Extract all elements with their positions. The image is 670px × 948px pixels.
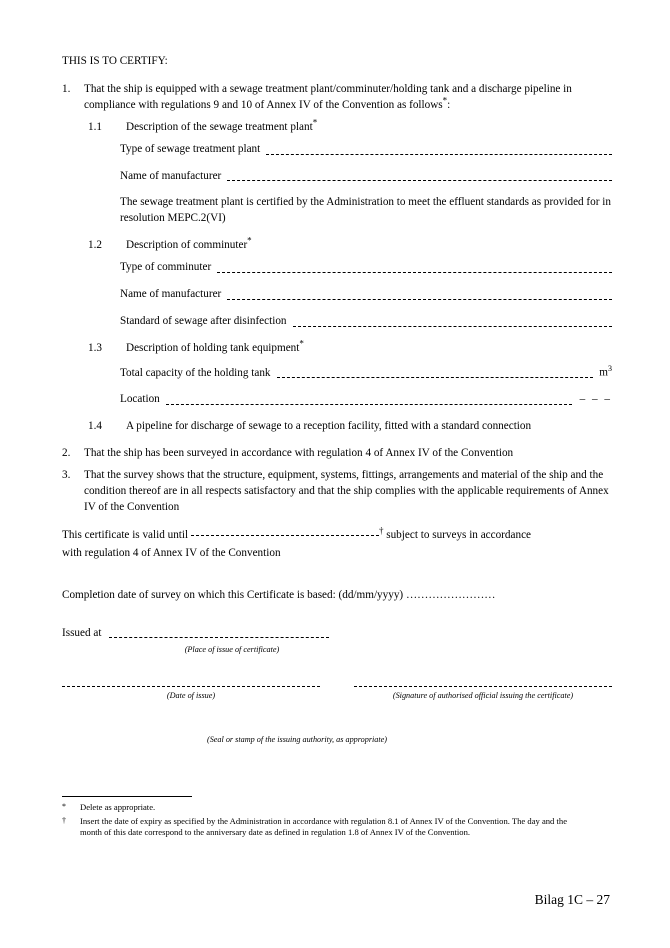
subclause-1-4 <box>88 419 612 435</box>
date-of-issue-caption: (Date of issue) <box>166 691 216 701</box>
signature-caption: (Signature of authorised official issuing the certificate) <box>392 691 574 701</box>
subclause-1-1-title-wrap <box>126 116 612 136</box>
field-location <box>120 392 612 408</box>
field-standard-of-sewage-after-disinfection <box>120 314 612 330</box>
footnotes-section <box>62 796 582 841</box>
certify-heading: THIS IS TO CERTIFY: <box>62 55 168 67</box>
validity-fill-in-line[interactable] <box>191 535 379 536</box>
subclause-1-3-title-wrap <box>126 338 612 357</box>
validity-suffix: with regulation 4 of Annex IV of the Convention <box>62 546 281 559</box>
footnote-2-text: Insert the date of expiry as specified by the Administration in accordance with regulation 8.1 of Annex IV of the Convention. The day and the month of this date correspond to the anniversary date as defined in regulation 1.8 of Annex IV of the Convention. <box>80 815 568 838</box>
subclause-1-3-number: 1.3 <box>88 341 102 354</box>
subclause-1-2-mark: * <box>247 235 252 246</box>
footnote-2-mark: † <box>62 815 66 825</box>
subclause-1-1-fields <box>120 142 612 228</box>
subclause-1-3-title: Description of holding tank equipment <box>126 341 300 354</box>
subclause-1-1 <box>88 116 612 136</box>
subclause-1-4-title: A pipeline for discharge of sewage to a reception facility, fitted with a standard connection <box>126 420 532 433</box>
date-of-issue-block <box>62 686 320 702</box>
fill-in-line[interactable] <box>266 154 612 155</box>
fill-in-line[interactable] <box>227 299 612 300</box>
subclause-1-1-mark: * <box>312 116 318 127</box>
signature-block <box>354 686 612 702</box>
clause-1-text <box>84 82 612 114</box>
clause-2-number: 2. <box>62 447 71 460</box>
signature-gap <box>320 686 354 702</box>
fill-in-line[interactable] <box>217 272 612 273</box>
validity-line <box>62 525 612 544</box>
footnote-separator <box>62 796 192 797</box>
field-label: Location <box>120 393 160 406</box>
validity-footnote-mark: † <box>378 525 384 536</box>
field-label: Standard of sewage after disinfection <box>120 314 287 327</box>
fill-in-line[interactable] <box>293 326 612 327</box>
subclause-1-2-number: 1.2 <box>88 239 102 252</box>
issued-at-label: Issued at <box>62 626 102 639</box>
trailing-dashes: – – – <box>579 393 612 406</box>
footnote-2 <box>62 816 582 839</box>
subclause-1-2-title: Description of comminuter <box>126 239 248 252</box>
subclause-1-2-title-wrap <box>126 235 612 254</box>
fill-in-line[interactable] <box>227 180 612 181</box>
place-of-issue-caption: (Place of issue of certificate) <box>184 645 280 655</box>
document-content <box>62 54 612 745</box>
clause-1-footnote-mark: * <box>442 95 448 106</box>
clause-2-text: That the ship has been surveyed in accordance with regulation 4 of Annex IV of the Convention <box>84 447 514 460</box>
field-type-of-comminuter <box>120 260 612 276</box>
clause-2 <box>62 446 612 462</box>
footnote-1 <box>62 802 582 814</box>
clause-1-number: 1. <box>62 82 71 95</box>
unit-cubic-metres: $m^3$ <box>599 363 612 379</box>
fill-in-line[interactable] <box>166 404 572 405</box>
validity-prefix: This certificate is valid until <box>62 528 189 541</box>
subclause-1-3-fields <box>120 363 612 409</box>
subclause-1-3 <box>88 338 612 357</box>
footnote-1-mark: * <box>62 802 66 811</box>
signature-row <box>62 686 612 702</box>
subclause-1-3-mark: * <box>299 338 304 349</box>
issued-at-fill-in-line[interactable] <box>109 637 329 638</box>
field-name-of-manufacturer-2 <box>120 287 612 303</box>
issued-at-row <box>62 626 612 642</box>
subclause-1-4-number: 1.4 <box>88 420 102 433</box>
field-label: Total capacity of the holding tank <box>120 366 271 379</box>
field-label: Name of manufacturer <box>120 288 222 301</box>
field-type-sewage-treatment-plant <box>120 142 612 158</box>
seal-caption: (Seal or stamp of the issuing authority, as appropriate) <box>206 734 388 744</box>
footnote-1-text: Delete as appropriate. <box>80 802 156 812</box>
clause-1 <box>62 82 612 114</box>
sewage-plant-certification-note: The sewage treatment plant is certified by the Administration to meet the effluent standards as provided for in resolution MEPC.2(VI) <box>120 196 611 225</box>
fill-in-line[interactable] <box>277 377 594 378</box>
validity-middle: subject to surveys in accordance <box>386 528 531 541</box>
clause-1-body: That the ship is equipped with a sewage treatment plant/comminuter/holding tank and a discharge pipeline in compliance with regulations 9 and 10 of Annex IV of the Convention as follows <box>84 82 572 111</box>
signature-line[interactable] <box>354 686 612 687</box>
subclause-1-1-title: Description of the sewage treatment plant <box>126 120 313 133</box>
field-label: Name of manufacturer <box>120 169 222 182</box>
clause-3-number: 3. <box>62 469 71 482</box>
date-of-issue-line[interactable] <box>62 686 320 687</box>
completion-date-line[interactable]: Completion date of survey on which this Certificate is based: (dd/mm/yyyy) …………………… <box>62 588 496 601</box>
clause-1-colon: : <box>447 98 451 111</box>
field-label: Type of sewage treatment plant <box>120 142 261 155</box>
field-total-capacity-holding-tank <box>120 363 612 382</box>
subclause-1-1-number: 1.1 <box>88 120 102 133</box>
field-label: Type of comminuter <box>120 261 212 274</box>
clause-3 <box>62 468 612 516</box>
subclause-1-2-fields <box>120 260 612 330</box>
subclause-1-2 <box>88 235 612 254</box>
clause-3-text: That the survey shows that the structure, equipment, systems, fittings, arrangements and material of the ship and the condition thereof are in all respects satisfactory and that the ship complies with the applicable requirements of Annex IV of the Convention <box>84 469 609 513</box>
field-name-of-manufacturer-1 <box>120 169 612 185</box>
page-footer: Bilag 1C – 27 <box>534 892 610 907</box>
